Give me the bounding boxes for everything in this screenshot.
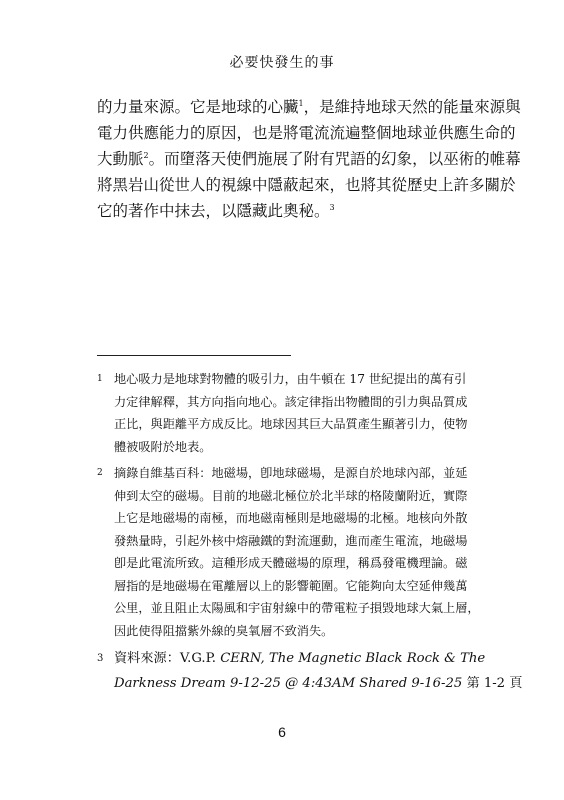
footnote-separator	[97, 355, 291, 356]
running-header: 必要快發生的事	[229, 55, 335, 71]
footnote-line: 體被吸附於地表。	[114, 439, 212, 454]
footnote-number: 3	[97, 653, 104, 664]
footnote-number: 1	[97, 374, 103, 384]
footnote-ref-3[interactable]: 3	[329, 202, 335, 212]
footnote-line: 正比，與距離平方成反比。地球因其巨大品質產生顯著引力，使物	[114, 417, 468, 431]
page-number: 6	[278, 724, 286, 740]
footnote-line: 卽是此電流所致。這種形成天體磁場的原理，稱爲發電機理論。磁	[114, 556, 468, 570]
footnote-number: 2	[97, 468, 103, 478]
footnote-line	[114, 646, 499, 671]
footnote-line: 伸到太空的磁場。目前的地磁北極位於北半球的格陵蘭附近，實際	[114, 488, 468, 503]
body-line: 它的著作中抹去，以隱藏此奧秘。$^3$	[97, 202, 335, 220]
main-text	[97, 94, 521, 224]
source-title: CERN, The Magnetic Black Rock & The	[220, 651, 486, 666]
footnote-line: 層指的是地磁場在電離層以上的影響範圍。它能夠向太空延伸幾萬	[114, 578, 468, 593]
footnote-line: 上它是地磁場的南極，而地磁南極則是地磁場的北極。地核向外散	[114, 511, 468, 525]
footnote-line: 摘錄自維基百科：地磁場，卽地球磁場，是源自於地球內部，並延	[114, 466, 468, 480]
footnote-line	[114, 671, 523, 696]
source-pages: 第 1-2 頁	[462, 676, 523, 691]
footnote-ref-2[interactable]: 2	[143, 150, 149, 160]
footnotes	[97, 368, 523, 700]
source-prefix: 資料來源：V.G.P.	[114, 651, 221, 666]
footnote-2	[97, 462, 499, 642]
footnote-line: 地心吸力是地球對物體的吸引力，由牛頓在 17 世紀提出的萬有引	[114, 372, 467, 386]
source-title: Darkness Dream 9-12-25 @ 4:43AM Shared 9-16-25	[114, 676, 463, 691]
footnote-3	[97, 646, 523, 696]
footnote-ref-1[interactable]: 1	[298, 98, 304, 108]
body-line: 的力量來源。它是地球的心臟$^1$，是維持地球天然的能量來源與	[97, 98, 521, 116]
footnote-line: 公里，並且阻止太陽風和宇宙射線中的帶電粒子損毀地球大氣上層，	[114, 601, 480, 615]
footnote-1	[97, 368, 499, 458]
footnote-line: 力定律解釋，其方向指向地心。該定律指出物體間的引力與品質成	[114, 394, 468, 409]
body-line: 大動脈$^2$。而墮落天使們施展了附有咒語的幻象，以巫術的帷幕	[97, 150, 521, 168]
body-line: 電力供應能力的原因，也是將電流流遍整個地球並供應生命的	[97, 124, 516, 142]
body-line: 將黑岩山從世人的視線中隱蔽起來，也將其從歷史上許多關於	[97, 176, 516, 194]
footnote-line: 發熱量時，引起外核中熔融鐵的對流運動，進而產生電流，地磁場	[114, 533, 468, 548]
footnote-line: 因此使得阻擋紫外線的臭氧層不致消失。	[114, 623, 334, 638]
